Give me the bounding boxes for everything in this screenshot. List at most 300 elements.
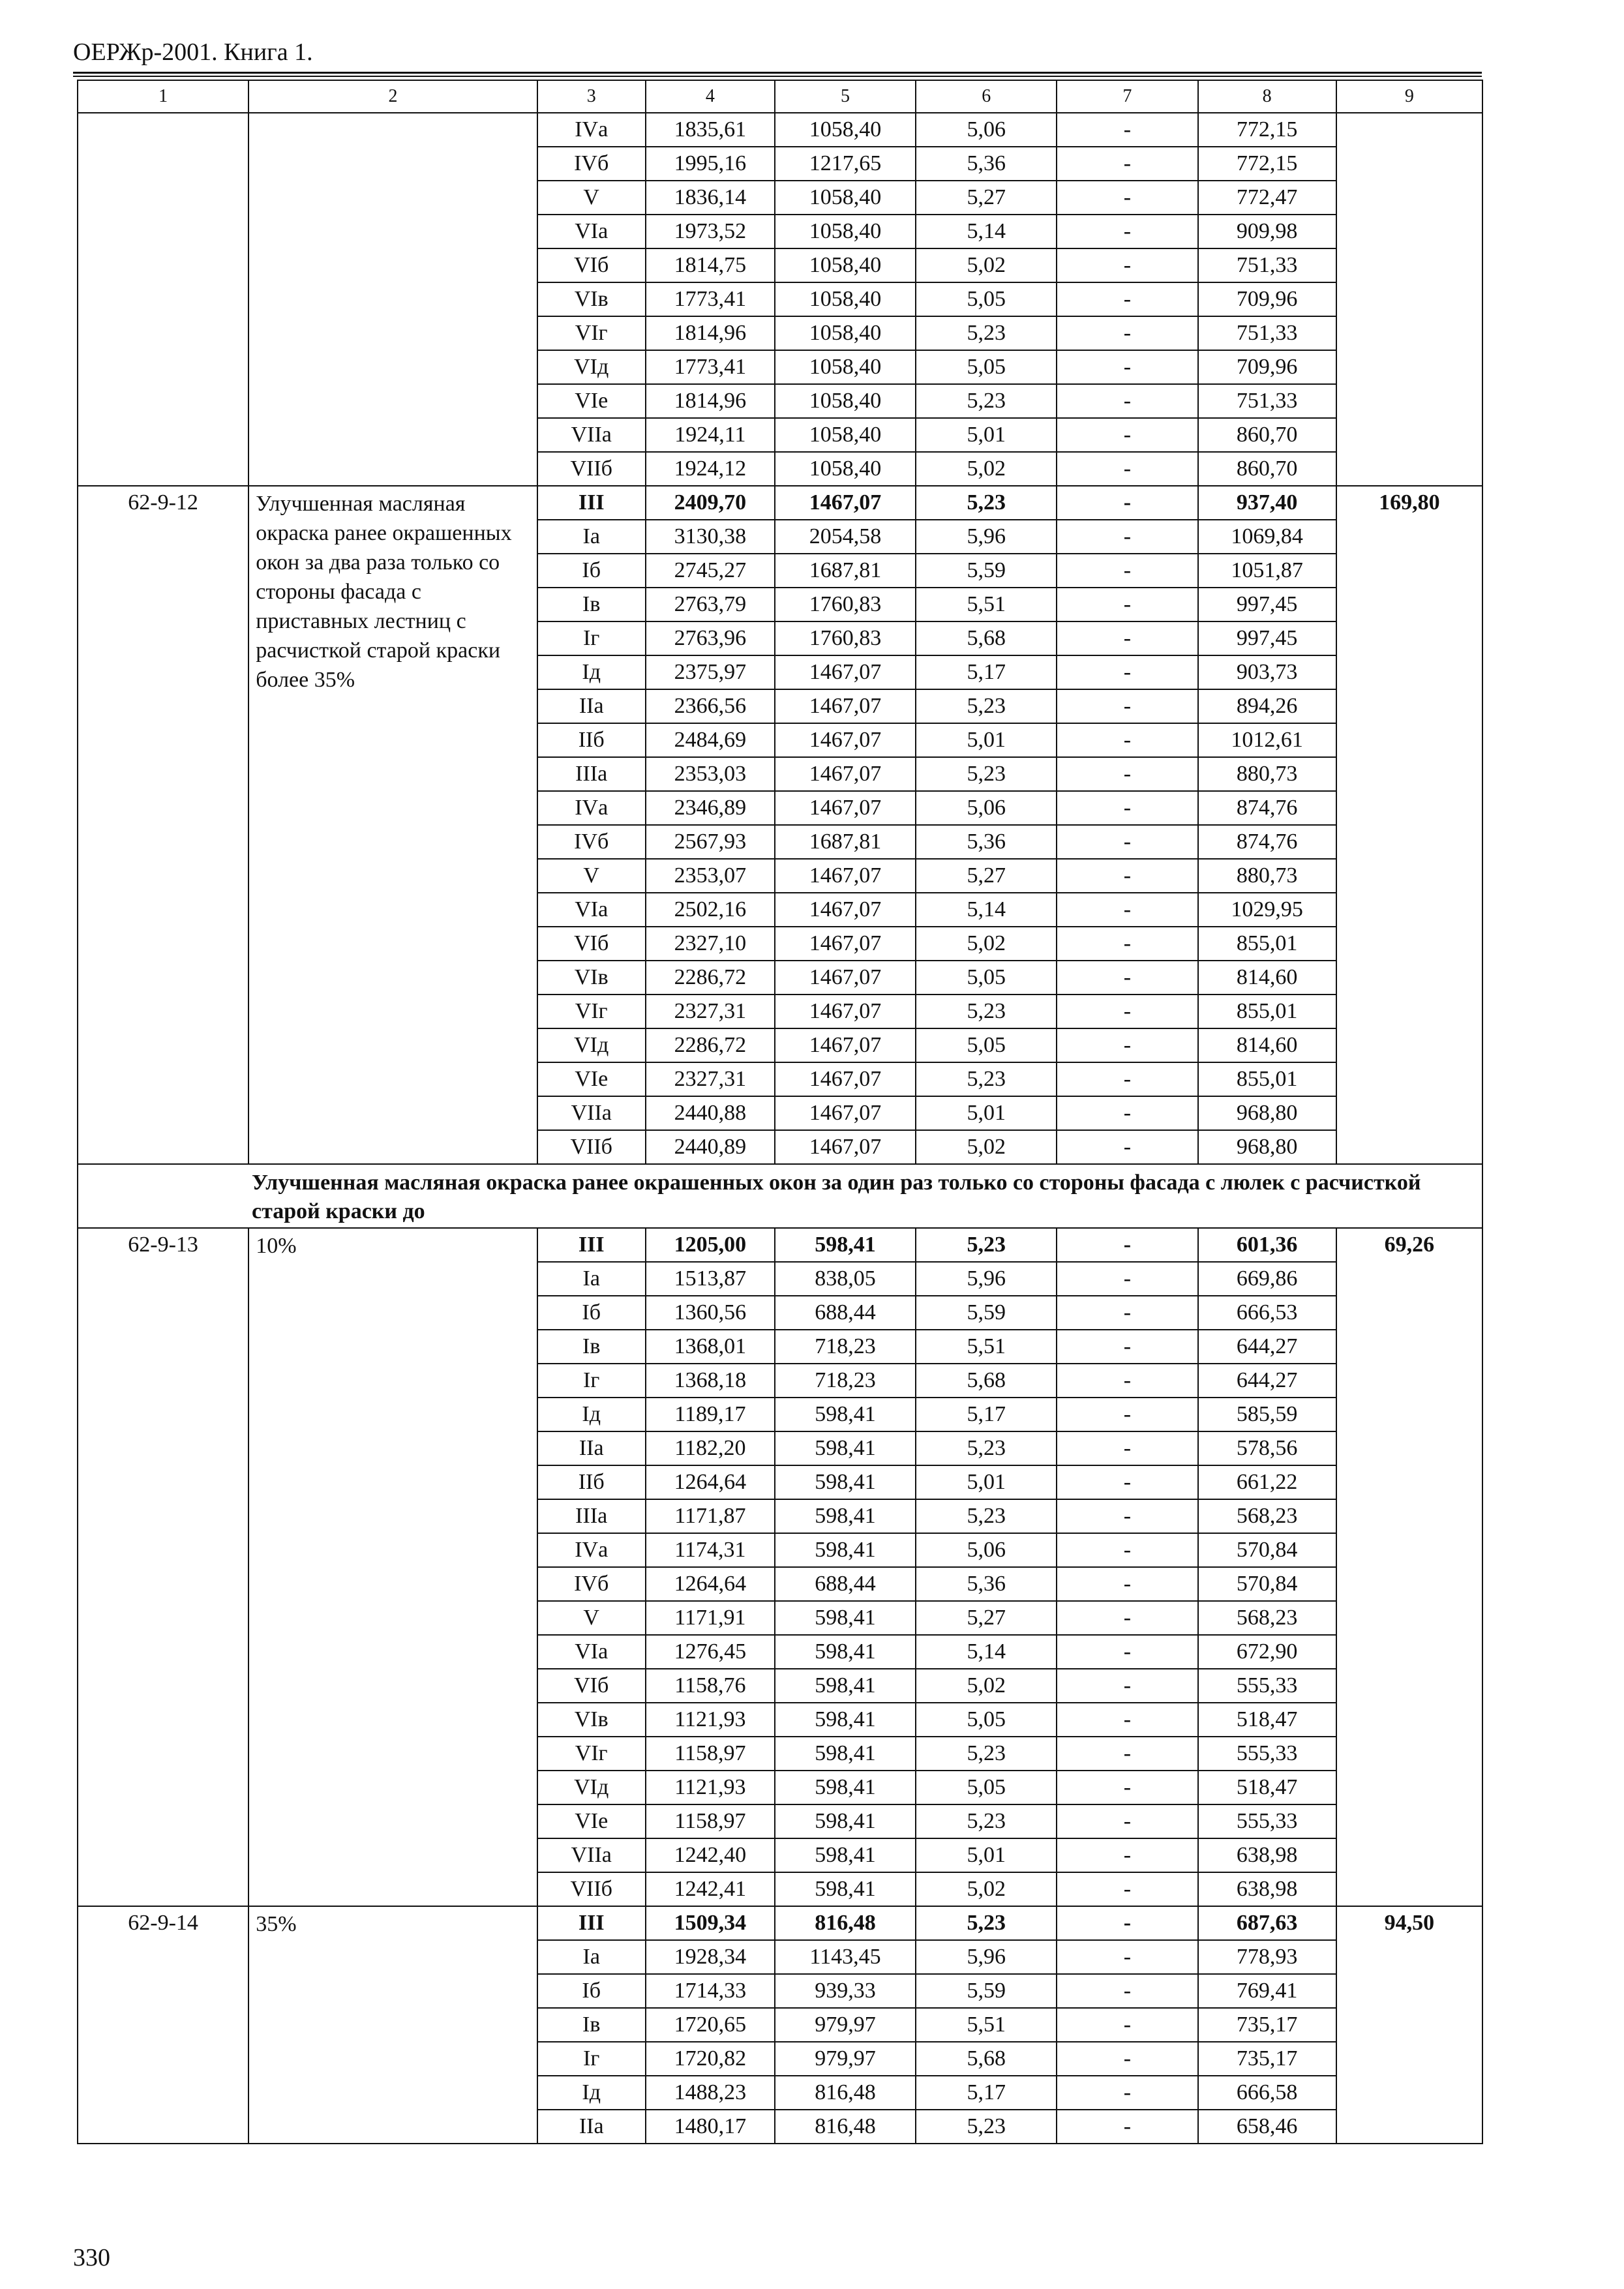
- total-cost-cell: 2763,79: [646, 588, 775, 621]
- wages-cell: 1143,45: [775, 1940, 916, 1974]
- materials-cell: 894,26: [1198, 689, 1336, 723]
- total-cost-cell: 1171,87: [646, 1499, 775, 1533]
- materials-cell: 937,40: [1198, 486, 1336, 520]
- labor-cell: 5,02: [916, 1669, 1057, 1703]
- column-number-cell: 3: [537, 80, 646, 113]
- materials-cell: 860,70: [1198, 418, 1336, 452]
- zone-cell: VIб: [537, 248, 646, 282]
- wages-cell: 1058,40: [775, 384, 916, 418]
- total-cost-cell: 2745,27: [646, 554, 775, 588]
- materials-cell: 751,33: [1198, 384, 1336, 418]
- materials-cell: 578,56: [1198, 1431, 1336, 1465]
- rate-description-cell: Улучшенная масляная окраска ранее окрашенных окон за два раза только со стороны фасада с приставных лестниц с расчисткой старой краски более 35%: [248, 486, 537, 1164]
- zone-cell: IIа: [537, 689, 646, 723]
- wages-cell: 1687,81: [775, 554, 916, 588]
- zone-cell: Iд: [537, 655, 646, 689]
- machines-cell: -: [1057, 893, 1197, 927]
- rate-code-cell: 62-9-14: [78, 1906, 248, 2144]
- table-row: [78, 113, 1482, 147]
- labor-cell: 5,05: [916, 961, 1057, 995]
- zone-cell: V: [537, 181, 646, 215]
- zone-cell: VIIа: [537, 418, 646, 452]
- total-cost-cell: 1814,96: [646, 384, 775, 418]
- labor-cell: 5,23: [916, 1804, 1057, 1838]
- wages-cell: 1467,07: [775, 995, 916, 1028]
- wages-cell: 1760,83: [775, 588, 916, 621]
- wages-cell: 598,41: [775, 1431, 916, 1465]
- labor-cell: 5,59: [916, 1974, 1057, 2008]
- column-number-cell: 2: [248, 80, 537, 113]
- zone-cell: VIа: [537, 1635, 646, 1669]
- labor-total-cell: [1336, 113, 1482, 486]
- total-cost-cell: 2353,07: [646, 859, 775, 893]
- materials-cell: 1069,84: [1198, 520, 1336, 554]
- rate-code-cell: [78, 113, 248, 486]
- machines-cell: -: [1057, 486, 1197, 520]
- zone-cell: IVб: [537, 147, 646, 181]
- zone-cell: Iб: [537, 1974, 646, 2008]
- zone-cell: Iб: [537, 1296, 646, 1330]
- materials-cell: 874,76: [1198, 791, 1336, 825]
- total-cost-cell: 1835,61: [646, 113, 775, 147]
- machines-cell: -: [1057, 588, 1197, 621]
- machines-cell: -: [1057, 1669, 1197, 1703]
- column-number-cell: 4: [646, 80, 775, 113]
- materials-cell: 855,01: [1198, 927, 1336, 961]
- total-cost-cell: 1513,87: [646, 1262, 775, 1296]
- wages-cell: 598,41: [775, 1635, 916, 1669]
- machines-cell: -: [1057, 1533, 1197, 1567]
- section-heading: Улучшенная масляная окраска ранее окрашенных окон за один раз только со стороны фасада с люлек с расчисткой старой краски до: [78, 1164, 1482, 1228]
- header-rule-thin: [73, 76, 1482, 77]
- rate-description-cell: [248, 113, 537, 486]
- zone-cell: V: [537, 859, 646, 893]
- total-cost-cell: 2353,03: [646, 757, 775, 791]
- total-cost-cell: 1205,00: [646, 1228, 775, 1262]
- materials-cell: 880,73: [1198, 757, 1336, 791]
- total-cost-cell: 1773,41: [646, 282, 775, 316]
- zone-cell: Iб: [537, 554, 646, 588]
- total-cost-cell: 1509,34: [646, 1906, 775, 1940]
- wages-cell: 688,44: [775, 1567, 916, 1601]
- labor-cell: 5,05: [916, 1028, 1057, 1062]
- zone-cell: VIв: [537, 282, 646, 316]
- labor-cell: 5,23: [916, 2110, 1057, 2144]
- labor-cell: 5,68: [916, 621, 1057, 655]
- machines-cell: -: [1057, 1431, 1197, 1465]
- materials-cell: 909,98: [1198, 215, 1336, 248]
- labor-cell: 5,27: [916, 181, 1057, 215]
- labor-cell: 5,01: [916, 1465, 1057, 1499]
- zone-cell: VIд: [537, 350, 646, 384]
- machines-cell: -: [1057, 1262, 1197, 1296]
- labor-cell: 5,59: [916, 1296, 1057, 1330]
- materials-cell: 687,63: [1198, 1906, 1336, 1940]
- machines-cell: -: [1057, 1330, 1197, 1364]
- labor-cell: 5,05: [916, 1771, 1057, 1804]
- wages-cell: 598,41: [775, 1398, 916, 1431]
- labor-cell: 5,01: [916, 1838, 1057, 1872]
- zone-cell: Iд: [537, 1398, 646, 1431]
- total-cost-cell: 2763,96: [646, 621, 775, 655]
- wages-cell: 1467,07: [775, 791, 916, 825]
- wages-cell: 2054,58: [775, 520, 916, 554]
- total-cost-cell: 1276,45: [646, 1635, 775, 1669]
- machines-cell: -: [1057, 1398, 1197, 1431]
- wages-cell: 939,33: [775, 1974, 916, 2008]
- materials-cell: 735,17: [1198, 2008, 1336, 2042]
- price-table: [77, 80, 1483, 2144]
- labor-cell: 5,23: [916, 1062, 1057, 1096]
- total-cost-cell: 1360,56: [646, 1296, 775, 1330]
- wages-cell: 1058,40: [775, 181, 916, 215]
- machines-cell: -: [1057, 282, 1197, 316]
- materials-cell: 570,84: [1198, 1533, 1336, 1567]
- total-cost-cell: 1480,17: [646, 2110, 775, 2144]
- wages-cell: 1467,07: [775, 655, 916, 689]
- total-cost-cell: 1264,64: [646, 1465, 775, 1499]
- wages-cell: 598,41: [775, 1669, 916, 1703]
- zone-cell: IVа: [537, 113, 646, 147]
- total-cost-cell: 1973,52: [646, 215, 775, 248]
- machines-cell: -: [1057, 1703, 1197, 1737]
- machines-cell: -: [1057, 1804, 1197, 1838]
- wages-cell: 1058,40: [775, 418, 916, 452]
- zone-cell: VIе: [537, 384, 646, 418]
- wages-cell: 598,41: [775, 1872, 916, 1906]
- total-cost-cell: 1158,97: [646, 1737, 775, 1771]
- total-cost-cell: 1836,14: [646, 181, 775, 215]
- labor-cell: 5,23: [916, 1228, 1057, 1262]
- zone-cell: IIб: [537, 723, 646, 757]
- materials-cell: 568,23: [1198, 1601, 1336, 1635]
- materials-cell: 709,96: [1198, 282, 1336, 316]
- labor-cell: 5,23: [916, 757, 1057, 791]
- materials-cell: 997,45: [1198, 621, 1336, 655]
- wages-cell: 1760,83: [775, 621, 916, 655]
- materials-cell: 666,53: [1198, 1296, 1336, 1330]
- wages-cell: 1467,07: [775, 1028, 916, 1062]
- wages-cell: 1058,40: [775, 282, 916, 316]
- materials-cell: 585,59: [1198, 1398, 1336, 1431]
- total-cost-cell: 1720,65: [646, 2008, 775, 2042]
- zone-cell: VIе: [537, 1062, 646, 1096]
- wages-cell: 1467,07: [775, 961, 916, 995]
- machines-cell: -: [1057, 825, 1197, 859]
- machines-cell: -: [1057, 1635, 1197, 1669]
- wages-cell: 1467,07: [775, 723, 916, 757]
- wages-cell: 1467,07: [775, 486, 916, 520]
- total-cost-cell: 2286,72: [646, 1028, 775, 1062]
- wages-cell: 1058,40: [775, 350, 916, 384]
- total-cost-cell: 2375,97: [646, 655, 775, 689]
- machines-cell: -: [1057, 248, 1197, 282]
- wages-cell: 718,23: [775, 1330, 916, 1364]
- materials-cell: 772,15: [1198, 147, 1336, 181]
- machines-cell: -: [1057, 757, 1197, 791]
- materials-cell: 1012,61: [1198, 723, 1336, 757]
- labor-cell: 5,14: [916, 893, 1057, 927]
- labor-cell: 5,27: [916, 859, 1057, 893]
- labor-cell: 5,36: [916, 147, 1057, 181]
- zone-cell: Iд: [537, 2076, 646, 2110]
- machines-cell: -: [1057, 2008, 1197, 2042]
- materials-cell: 855,01: [1198, 995, 1336, 1028]
- labor-cell: 5,05: [916, 1703, 1057, 1737]
- total-cost-cell: 1773,41: [646, 350, 775, 384]
- labor-total-cell: 169,80: [1336, 486, 1482, 1164]
- column-number-cell: 9: [1336, 80, 1482, 113]
- document-header: ОЕРЖр-2001. Книга 1.: [73, 38, 313, 66]
- total-cost-cell: 1158,97: [646, 1804, 775, 1838]
- zone-cell: Iа: [537, 1262, 646, 1296]
- wages-cell: 1467,07: [775, 859, 916, 893]
- total-cost-cell: 1488,23: [646, 2076, 775, 2110]
- machines-cell: -: [1057, 689, 1197, 723]
- zone-cell: IIIа: [537, 757, 646, 791]
- total-cost-cell: 1928,34: [646, 1940, 775, 1974]
- zone-cell: VIе: [537, 1804, 646, 1838]
- total-cost-cell: 2327,31: [646, 995, 775, 1028]
- materials-cell: 638,98: [1198, 1838, 1336, 1872]
- zone-cell: VIг: [537, 995, 646, 1028]
- materials-cell: 1051,87: [1198, 554, 1336, 588]
- labor-cell: 5,06: [916, 113, 1057, 147]
- zone-cell: IIб: [537, 1465, 646, 1499]
- wages-cell: 1467,07: [775, 893, 916, 927]
- total-cost-cell: 1814,75: [646, 248, 775, 282]
- labor-cell: 5,23: [916, 995, 1057, 1028]
- machines-cell: -: [1057, 418, 1197, 452]
- labor-cell: 5,51: [916, 1330, 1057, 1364]
- zone-cell: VIд: [537, 1771, 646, 1804]
- zone-cell: VIг: [537, 316, 646, 350]
- wages-cell: 598,41: [775, 1771, 916, 1804]
- machines-cell: -: [1057, 1906, 1197, 1940]
- zone-cell: Iг: [537, 2042, 646, 2076]
- table-row: [78, 1906, 1482, 1940]
- total-cost-cell: 2366,56: [646, 689, 775, 723]
- table-body: [78, 80, 1482, 2144]
- zone-cell: VIб: [537, 927, 646, 961]
- machines-cell: -: [1057, 1228, 1197, 1262]
- total-cost-cell: 2440,88: [646, 1096, 775, 1130]
- total-cost-cell: 1242,40: [646, 1838, 775, 1872]
- zone-cell: VIIб: [537, 1130, 646, 1164]
- machines-cell: -: [1057, 1974, 1197, 2008]
- machines-cell: -: [1057, 1601, 1197, 1635]
- total-cost-cell: 2346,89: [646, 791, 775, 825]
- labor-cell: 5,23: [916, 689, 1057, 723]
- zone-cell: IVб: [537, 1567, 646, 1601]
- zone-cell: Iа: [537, 1940, 646, 1974]
- zone-cell: IVа: [537, 791, 646, 825]
- materials-cell: 735,17: [1198, 2042, 1336, 2076]
- wages-cell: 1467,07: [775, 1130, 916, 1164]
- machines-cell: -: [1057, 1364, 1197, 1398]
- materials-cell: 709,96: [1198, 350, 1336, 384]
- zone-cell: VIIб: [537, 1872, 646, 1906]
- zone-cell: III: [537, 1228, 646, 1262]
- rate-code-cell: 62-9-12: [78, 486, 248, 1164]
- wages-cell: 979,97: [775, 2008, 916, 2042]
- labor-cell: 5,01: [916, 418, 1057, 452]
- labor-cell: 5,17: [916, 655, 1057, 689]
- column-number-cell: 7: [1057, 80, 1197, 113]
- zone-cell: VIIа: [537, 1096, 646, 1130]
- machines-cell: -: [1057, 927, 1197, 961]
- labor-cell: 5,23: [916, 1431, 1057, 1465]
- zone-cell: Iа: [537, 520, 646, 554]
- wages-cell: 979,97: [775, 2042, 916, 2076]
- machines-cell: -: [1057, 655, 1197, 689]
- labor-cell: 5,17: [916, 1398, 1057, 1431]
- zone-cell: VIг: [537, 1737, 646, 1771]
- wages-cell: 1467,07: [775, 1062, 916, 1096]
- materials-cell: 644,27: [1198, 1330, 1336, 1364]
- wages-cell: 1058,40: [775, 248, 916, 282]
- wages-cell: 1058,40: [775, 452, 916, 486]
- machines-cell: -: [1057, 995, 1197, 1028]
- wages-cell: 1467,07: [775, 927, 916, 961]
- wages-cell: 598,41: [775, 1465, 916, 1499]
- machines-cell: -: [1057, 1296, 1197, 1330]
- zone-cell: VIв: [537, 1703, 646, 1737]
- materials-cell: 814,60: [1198, 1028, 1336, 1062]
- materials-cell: 769,41: [1198, 1974, 1336, 2008]
- zone-cell: Iг: [537, 621, 646, 655]
- wages-cell: 718,23: [775, 1364, 916, 1398]
- materials-cell: 555,33: [1198, 1737, 1336, 1771]
- machines-cell: -: [1057, 2042, 1197, 2076]
- labor-cell: 5,27: [916, 1601, 1057, 1635]
- total-cost-cell: 1171,91: [646, 1601, 775, 1635]
- machines-cell: -: [1057, 1028, 1197, 1062]
- total-cost-cell: 1121,93: [646, 1771, 775, 1804]
- labor-cell: 5,23: [916, 316, 1057, 350]
- machines-cell: -: [1057, 113, 1197, 147]
- total-cost-cell: 1174,31: [646, 1533, 775, 1567]
- machines-cell: -: [1057, 1062, 1197, 1096]
- zone-cell: Iв: [537, 1330, 646, 1364]
- labor-cell: 5,05: [916, 350, 1057, 384]
- materials-cell: 601,36: [1198, 1228, 1336, 1262]
- materials-cell: 860,70: [1198, 452, 1336, 486]
- total-cost-cell: 2409,70: [646, 486, 775, 520]
- labor-cell: 5,23: [916, 384, 1057, 418]
- header-rule: [73, 72, 1482, 74]
- labor-cell: 5,06: [916, 1533, 1057, 1567]
- total-cost-cell: 2567,93: [646, 825, 775, 859]
- machines-cell: -: [1057, 554, 1197, 588]
- materials-cell: 658,46: [1198, 2110, 1336, 2144]
- machines-cell: -: [1057, 961, 1197, 995]
- total-cost-cell: 2502,16: [646, 893, 775, 927]
- machines-cell: -: [1057, 452, 1197, 486]
- materials-cell: 555,33: [1198, 1669, 1336, 1703]
- total-cost-cell: 1714,33: [646, 1974, 775, 2008]
- machines-cell: -: [1057, 2110, 1197, 2144]
- labor-cell: 5,01: [916, 1096, 1057, 1130]
- machines-cell: -: [1057, 181, 1197, 215]
- zone-cell: IVб: [537, 825, 646, 859]
- zone-cell: Iг: [537, 1364, 646, 1398]
- machines-cell: -: [1057, 1737, 1197, 1771]
- materials-cell: 903,73: [1198, 655, 1336, 689]
- column-number-cell: 1: [78, 80, 248, 113]
- machines-cell: -: [1057, 1465, 1197, 1499]
- materials-cell: 661,22: [1198, 1465, 1336, 1499]
- machines-cell: -: [1057, 1130, 1197, 1164]
- machines-cell: -: [1057, 316, 1197, 350]
- wages-cell: 816,48: [775, 2110, 916, 2144]
- labor-cell: 5,23: [916, 1906, 1057, 1940]
- zone-cell: VIв: [537, 961, 646, 995]
- total-cost-cell: 1368,01: [646, 1330, 775, 1364]
- rate-description-cell: 10%: [248, 1228, 537, 1906]
- machines-cell: -: [1057, 791, 1197, 825]
- wages-cell: 598,41: [775, 1737, 916, 1771]
- wages-cell: 816,48: [775, 1906, 916, 1940]
- machines-cell: -: [1057, 1940, 1197, 1974]
- total-cost-cell: 1121,93: [646, 1703, 775, 1737]
- labor-cell: 5,51: [916, 588, 1057, 621]
- materials-cell: 751,33: [1198, 316, 1336, 350]
- materials-cell: 874,76: [1198, 825, 1336, 859]
- machines-cell: -: [1057, 384, 1197, 418]
- column-number-row: [78, 80, 1482, 113]
- total-cost-cell: 1924,12: [646, 452, 775, 486]
- machines-cell: -: [1057, 215, 1197, 248]
- materials-cell: 666,58: [1198, 2076, 1336, 2110]
- materials-cell: 772,15: [1198, 113, 1336, 147]
- materials-cell: 518,47: [1198, 1703, 1336, 1737]
- wages-cell: 1467,07: [775, 757, 916, 791]
- machines-cell: -: [1057, 1096, 1197, 1130]
- machines-cell: -: [1057, 1838, 1197, 1872]
- materials-cell: 1029,95: [1198, 893, 1336, 927]
- wages-cell: 598,41: [775, 1703, 916, 1737]
- labor-cell: 5,17: [916, 2076, 1057, 2110]
- zone-cell: V: [537, 1601, 646, 1635]
- labor-cell: 5,68: [916, 2042, 1057, 2076]
- materials-cell: 638,98: [1198, 1872, 1336, 1906]
- machines-cell: -: [1057, 859, 1197, 893]
- zone-cell: IVа: [537, 1533, 646, 1567]
- machines-cell: -: [1057, 2076, 1197, 2110]
- materials-cell: 672,90: [1198, 1635, 1336, 1669]
- wages-cell: 688,44: [775, 1296, 916, 1330]
- wages-cell: 598,41: [775, 1533, 916, 1567]
- labor-total-cell: 69,26: [1336, 1228, 1482, 1906]
- rate-code-cell: 62-9-13: [78, 1228, 248, 1906]
- wages-cell: 838,05: [775, 1262, 916, 1296]
- labor-cell: 5,96: [916, 520, 1057, 554]
- wages-cell: 1058,40: [775, 113, 916, 147]
- total-cost-cell: 1242,41: [646, 1872, 775, 1906]
- labor-cell: 5,68: [916, 1364, 1057, 1398]
- labor-cell: 5,36: [916, 1567, 1057, 1601]
- column-number-cell: 6: [916, 80, 1057, 113]
- machines-cell: -: [1057, 1872, 1197, 1906]
- machines-cell: -: [1057, 520, 1197, 554]
- wages-cell: 1687,81: [775, 825, 916, 859]
- total-cost-cell: 1924,11: [646, 418, 775, 452]
- labor-cell: 5,51: [916, 2008, 1057, 2042]
- total-cost-cell: 2327,31: [646, 1062, 775, 1096]
- zone-cell: VIа: [537, 215, 646, 248]
- wages-cell: 1217,65: [775, 147, 916, 181]
